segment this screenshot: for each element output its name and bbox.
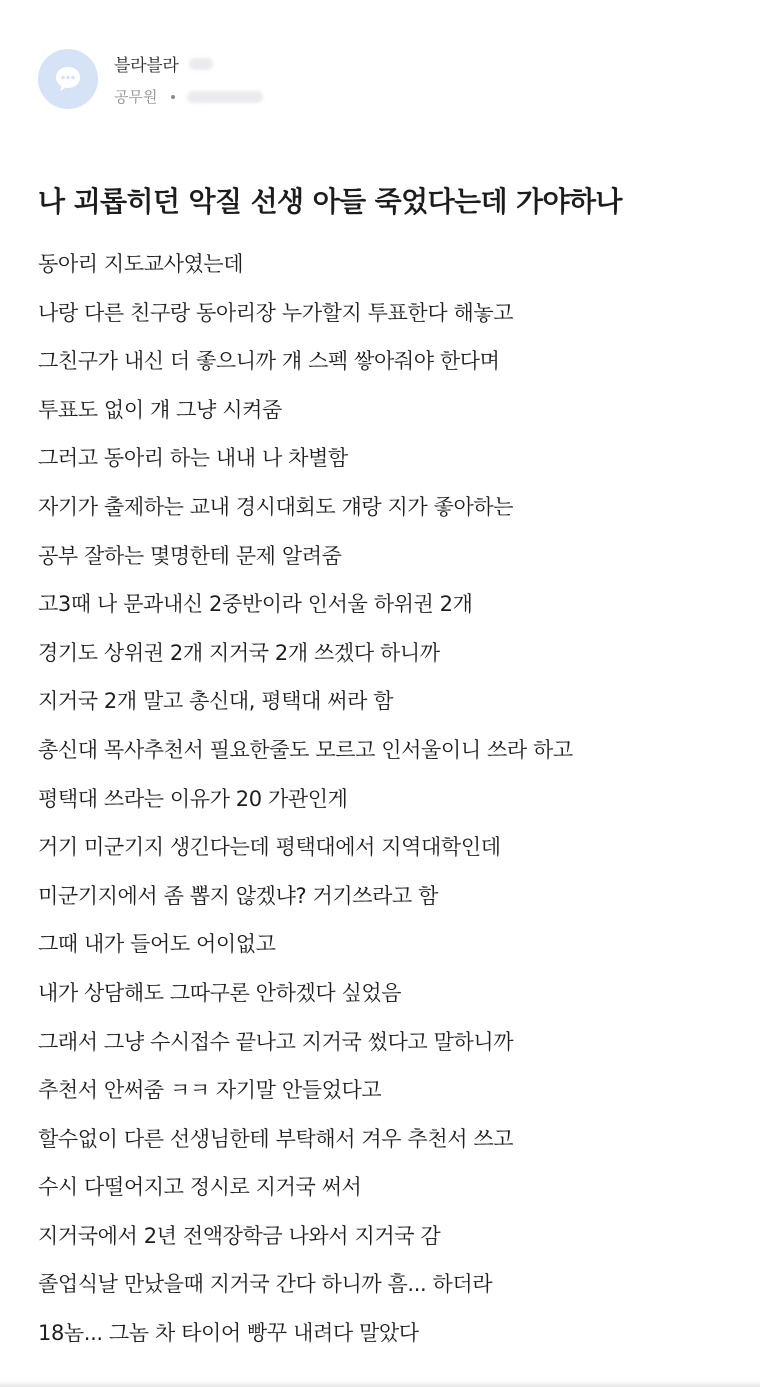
body-line: 내가 상담해도 그따구론 안하겠다 싶었음 — [38, 980, 402, 1005]
body-line: 지거국에서 2년 전액장학금 나와서 지거국 감 — [38, 1223, 441, 1248]
redacted-id — [189, 58, 213, 70]
body-line: 추천서 안써줌 ㅋㅋ 자기말 안들었다고 — [38, 1078, 382, 1103]
body-line: 수시 다떨어지고 정시로 지거국 써서 — [38, 1175, 362, 1200]
body-line: 총신대 목사추천서 필요한줄도 모르고 인서울이니 쓰라 하고 — [38, 737, 573, 762]
body-line: 투표도 없이 걔 그냥 시켜줌 — [38, 397, 282, 422]
redacted-company — [187, 91, 263, 103]
body-line: 그래서 그냥 수시접수 끝나고 지거국 썼다고 말하니까 — [38, 1029, 514, 1054]
body-line: 나랑 다른 친구랑 동아리장 누가할지 투표한다 해놓고 — [38, 300, 514, 325]
body-line: 경기도 상위권 2개 지거국 2개 쓰겠다 하니까 — [38, 640, 440, 665]
body-line: 졸업식날 만났을때 지거국 간다 하니까 흠... 하더라 — [38, 1272, 493, 1297]
body-line: 할수없이 다른 선생님한테 부탁해서 겨우 추천서 쓰고 — [38, 1126, 514, 1151]
body-line: 평택대 쓰라는 이유가 20 가관인게 — [38, 786, 348, 811]
chat-bubble-icon — [53, 64, 83, 94]
author-name[interactable]: 블라블라 — [114, 56, 179, 76]
body-line: 미군기지에서 좀 뽑지 않겠냐? 거기쓰라고 함 — [38, 883, 439, 908]
author-meta — [114, 51, 263, 107]
body-line: 지거국 2개 말고 총신대, 평택대 써라 함 — [38, 689, 394, 714]
body-line: 거기 미군기지 생긴다는데 평택대에서 지역대학인데 — [38, 835, 501, 860]
body-line: 18놈... 그놈 차 타이어 빵꾸 내려다 말았다 — [38, 1321, 419, 1346]
body-line: 공부 잘하는 몇명한테 문제 알려줌 — [38, 543, 342, 568]
author-job: 공무원 — [114, 88, 158, 106]
post-title: 나 괴롭히던 악질 선생 아들 죽었다는데 가야하나 — [38, 185, 622, 218]
body-line: 자기가 출제하는 교내 경시대회도 걔랑 지가 좋아하는 — [38, 494, 514, 519]
avatar[interactable] — [38, 49, 98, 109]
body-line: 그때 내가 들어도 어이없고 — [38, 932, 276, 957]
body-line: 동아리 지도교사였는데 — [38, 252, 244, 276]
post-body — [38, 244, 738, 1362]
body-line: 그러고 동아리 하는 내내 나 차별함 — [38, 446, 348, 471]
post-header — [38, 44, 263, 114]
body-line: 고3때 나 문과내신 2중반이라 인서울 하위권 2개 — [38, 592, 473, 617]
separator-dot — [171, 95, 175, 99]
body-line: 그친구가 내신 더 좋으니까 걔 스펙 쌓아줘야 한다며 — [38, 349, 500, 374]
bottom-divider — [0, 1381, 760, 1387]
